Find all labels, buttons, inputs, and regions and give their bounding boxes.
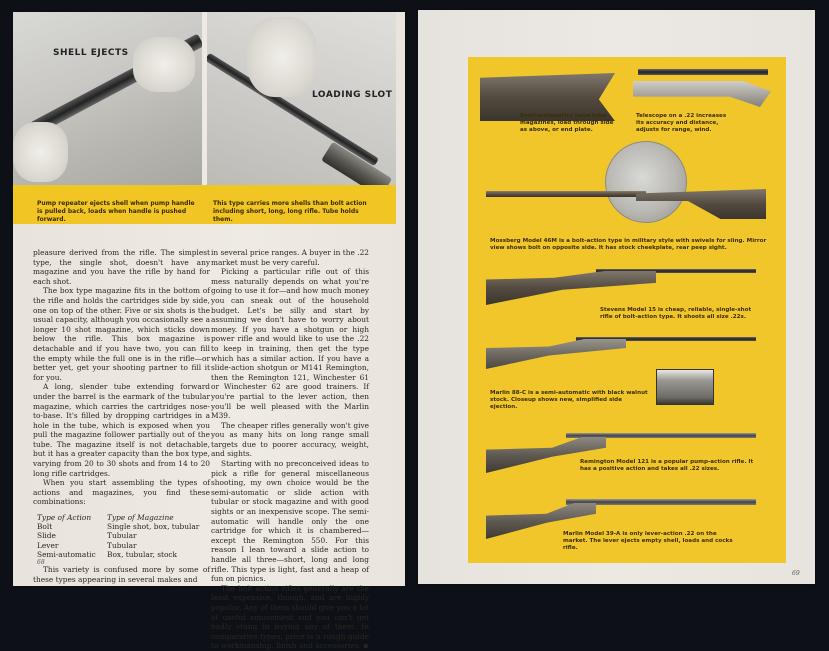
paragraph: The bolt action rifles generally are the least expensive, though, and are highly popular. Any of them should give you a lot of useful amusement and you can't get badly stung in buying any of them. In comparative types, price is a rough guide to workmanship, finish and accessories. ▪ <box>211 583 369 651</box>
paragraph: pleasure derived from the rifle. The simplest type, the single shot, doesn't have any magazine and you have the rifle by hand for each shot. <box>33 248 210 286</box>
paragraph: The box type magazine fits in the bottom of the rifle and holds the cartridges side by side, one on top of the other. Five or six shots is the usual capacity, although you occasionally see a longer 10 shot magazine, which sticks down below the rifle. This box magazine is detachable and if you have two, you can fill the empty while the full one is in the rifle—or better yet, get your shooting partner to fill it for you. <box>33 286 210 382</box>
caption-mossberg: Mossberg Model 46M is a bolt-action type in military style with swivels for sling. Mirror view shows bolt on opposite side. It has stock cheekplate, rear peep sight. <box>490 238 767 252</box>
table-header: Type of Action <box>37 513 92 523</box>
paragraph: in several price ranges. A buyer in the .22 market must be very careful. <box>211 248 369 267</box>
page-number: 68 <box>37 559 45 566</box>
paragraph: When you start assembling the types of actions and magazines, you find these combinations: <box>33 478 210 507</box>
paragraph: A long, slender tube extending forward under the barrel is the earmark of the tubular magazine, which carries the cartridges nose-to-base. It's filled by dropping cartridges in a hole in the tube, which is exposed when you pull the magazine follower partially out of the tube. The magazine itself is not detachable, but it has a greater capacity than the box type, varying from 20 to 30 shots and from 14 to 20 long rifle cartridges. <box>33 382 210 478</box>
table-cell: Semi-automatic <box>37 549 96 559</box>
text-column-1 <box>33 248 210 584</box>
caption-marlin-88c: Marlin 88-C is a semi-automatic with black walnut stock. Closeup shows new, simplified side ejection. <box>490 390 648 411</box>
table-row <box>37 522 217 531</box>
paragraph: The cheaper rifles generally won't give you as many hits on long range small targets due to poorer accuracy, weight, and sights. <box>211 420 369 459</box>
table-cell: Single shot, box, tubular <box>107 522 200 532</box>
caption-stevens: Stevens Model 15 is cheap, reliable, single-shot rifle of bolt-action type. It shoots all size .22s. <box>600 307 752 321</box>
paragraph: Picking a particular rifle out of this mess naturally depends on what you're going to use it for—and how much money you can sneak out of the household budget. Let's be silly and start by assuming we don't have to worry about money. If you have a shotgun or high power rifle and would like to use the .22 to keep in training, then get the type which has a similar action. If you have a slide-action shotgun or M141 Remington, then the Remington 121, Winchester 61 or Winchester 62 are good trainers. If you're partial to the lever action, then you'll be well pleased with the Marlin M39. <box>211 267 369 421</box>
left-page <box>13 12 405 651</box>
photo-shell-ejects <box>13 12 202 185</box>
caption-remington: Remington Model 121 is a popular pump-action rifle. It has a positive action and takes all .22 sizes. <box>580 459 754 473</box>
table-header: Type of Magazine <box>107 513 174 523</box>
caption-marlin-39a: Marlin Model 39-A is only lever-action .22 on the market. The lever ejects empty shell, loads and cocks rifle. <box>563 531 733 552</box>
table-cell: Bolt <box>37 522 53 532</box>
caption-loading-slot: This type carries more shells than bolt action including short, long, long rifle. Tube holds them. <box>213 200 367 223</box>
shell-ejects-label: SHELL EJECTS <box>53 48 129 58</box>
paragraph: This variety is confused more by some of these types appearing in several makes and <box>33 565 210 584</box>
paragraph: Starting with no preconceived ideas to pick a rifle for general miscellaneous shooting, my own choice would be the semi-automatic or slide action with tubular or stock magazine and with good sights or an inexpensive scope. The semi-automatic will handle only the one cartridge for which it is chambered—except the Remington 550. For this reason I lean toward a slide action to handle all three—short, long and long rifle. This type is light, fast and a heap of fun on picnics. <box>211 459 369 584</box>
marlin-88c-image <box>486 333 756 369</box>
table-cell: Tubular <box>107 540 137 550</box>
side-ejection-closeup <box>656 369 714 405</box>
table-row <box>37 531 217 540</box>
table-cell: Slide <box>37 531 56 541</box>
text-column-2 <box>211 248 369 651</box>
table-cell: Tubular <box>107 531 137 541</box>
caption-telescope: Telescope on a .22 increases its accuracy and distance, adjusts for range, wind. <box>636 113 727 134</box>
right-page <box>418 10 815 584</box>
table-cell: Lever <box>37 540 59 550</box>
caption-semi-auto-stock: Semi-automatics have tube magazines, load through side as above, or end plate. <box>520 113 614 134</box>
hand-image <box>247 17 317 97</box>
table-row <box>37 541 217 550</box>
hand-image <box>133 37 195 92</box>
loading-slot-label: LOADING SLOT <box>312 90 393 100</box>
photo-loading-slot <box>207 12 396 185</box>
mossberg-46m-image <box>486 185 766 225</box>
table-cell: Box, tubular, stock <box>107 549 178 559</box>
yellow-panel <box>468 57 786 563</box>
hand-image <box>13 122 68 182</box>
caption-shell-ejects: Pump repeater ejects shell when pump handle is pulled back, loads when handle is pushed forward. <box>37 200 195 223</box>
page-number: 69 <box>792 570 800 577</box>
action-magazine-table <box>37 513 217 559</box>
stevens-15-image <box>486 263 756 305</box>
table-row <box>37 550 217 559</box>
